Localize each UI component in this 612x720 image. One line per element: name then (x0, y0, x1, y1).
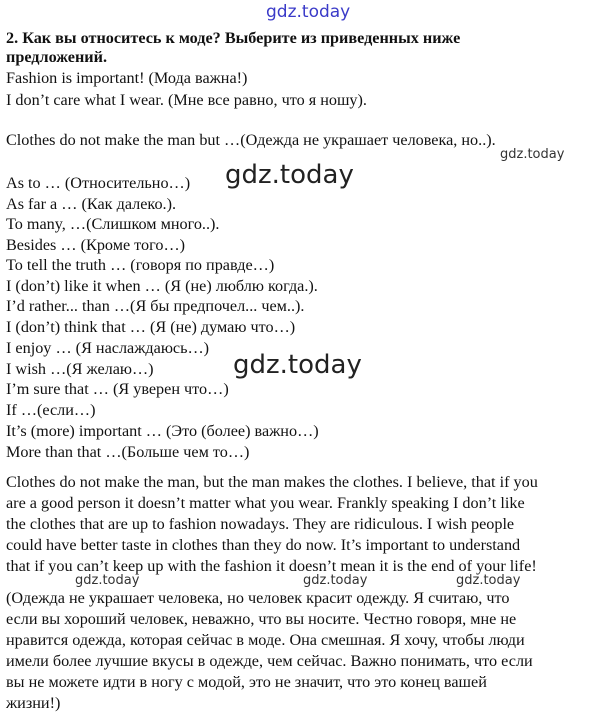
answer-ru-line: нравится одежда, которая сейчас в моде. Она смешная. Я хочу, чтобы люди (6, 631, 525, 649)
answer-en-line: are a good person it doesn’t matter what you wear. Frankly speaking I don’t like (6, 494, 525, 512)
proverb-line: Clothes do not make the man but …(Одежда не украшает человека, но..). (6, 131, 496, 149)
phrase-item: To many, …(Слишком много..). (6, 215, 220, 233)
phrase-item: If …(если…) (6, 401, 96, 419)
watermark-small: gdz.today (75, 573, 140, 588)
answer-ru-line: если вы хороший человек, неважно, что вы носите. Честно говоря, мне не (6, 610, 517, 628)
phrase-item: Besides … (Кроме того…) (6, 236, 186, 254)
intro-line-1: Fashion is important! (Мода важна!) (6, 69, 248, 87)
answer-en-line: that if you can’t keep up with the fashion it doesn’t mean it is the end of your life! (6, 557, 537, 575)
answer-ru-line: (Одежда не украшает человека, но человек красит одежду. Я считаю, что (6, 589, 510, 607)
phrase-item: I enjoy … (Я наслаждаюсь…) (6, 339, 210, 357)
watermark-small: gdz.today (303, 573, 368, 588)
watermark-large: gdz.today (225, 160, 354, 190)
watermark-small: gdz.today (456, 573, 521, 588)
phrase-item: I’d rather... than …(Я бы предпочел... чем..). (6, 297, 305, 315)
phrase-item: More than that …(Больше чем то…) (6, 443, 250, 461)
task-heading-line-1: 2. Как вы относитесь к моде? Выберите из приведенных ниже (6, 29, 461, 47)
watermark-large: gdz.today (233, 350, 362, 380)
phrase-item: As far a … (Как далеко.). (6, 195, 177, 213)
watermark-top: gdz.today (266, 2, 351, 22)
answer-ru-line: имели более лучшие вкусы в одежде, чем сейчас. Важно понимать, что если (6, 652, 533, 670)
phrase-item: It’s (more) important … (Это (более) важно…) (6, 422, 319, 440)
answer-ru-line: жизни!) (6, 694, 61, 712)
phrase-item: To tell the truth … (говоря по правде…) (6, 256, 275, 274)
watermark-small: gdz.today (500, 147, 565, 162)
answer-en-line: the clothes that are up to fashion nowadays. They are ridiculous. I wish people (6, 515, 515, 533)
intro-line-2: I don’t care what I wear. (Мне все равно, что я ношу). (6, 91, 367, 109)
answer-en-line: Clothes do not make the man, but the man makes the clothes. I believe, that if you (6, 473, 538, 491)
phrase-item: I’m sure that … (Я уверен что…) (6, 380, 229, 398)
answer-ru-line: вы не можете идти в ногу с модой, это не значит, что это конец вашей (6, 673, 487, 691)
task-heading-line-2: предложений. (6, 48, 107, 66)
phrase-item: I wish …(Я желаю…) (6, 360, 154, 378)
phrase-item: I (don’t) like it when … (Я (не) люблю когда.). (6, 277, 318, 295)
phrase-item: As to … (Относительно…) (6, 174, 191, 192)
answer-en-line: could have better taste in clothes than they do now. It’s important to understand (6, 536, 521, 554)
phrase-item: I (don’t) think that … (Я (не) думаю что…) (6, 318, 296, 336)
